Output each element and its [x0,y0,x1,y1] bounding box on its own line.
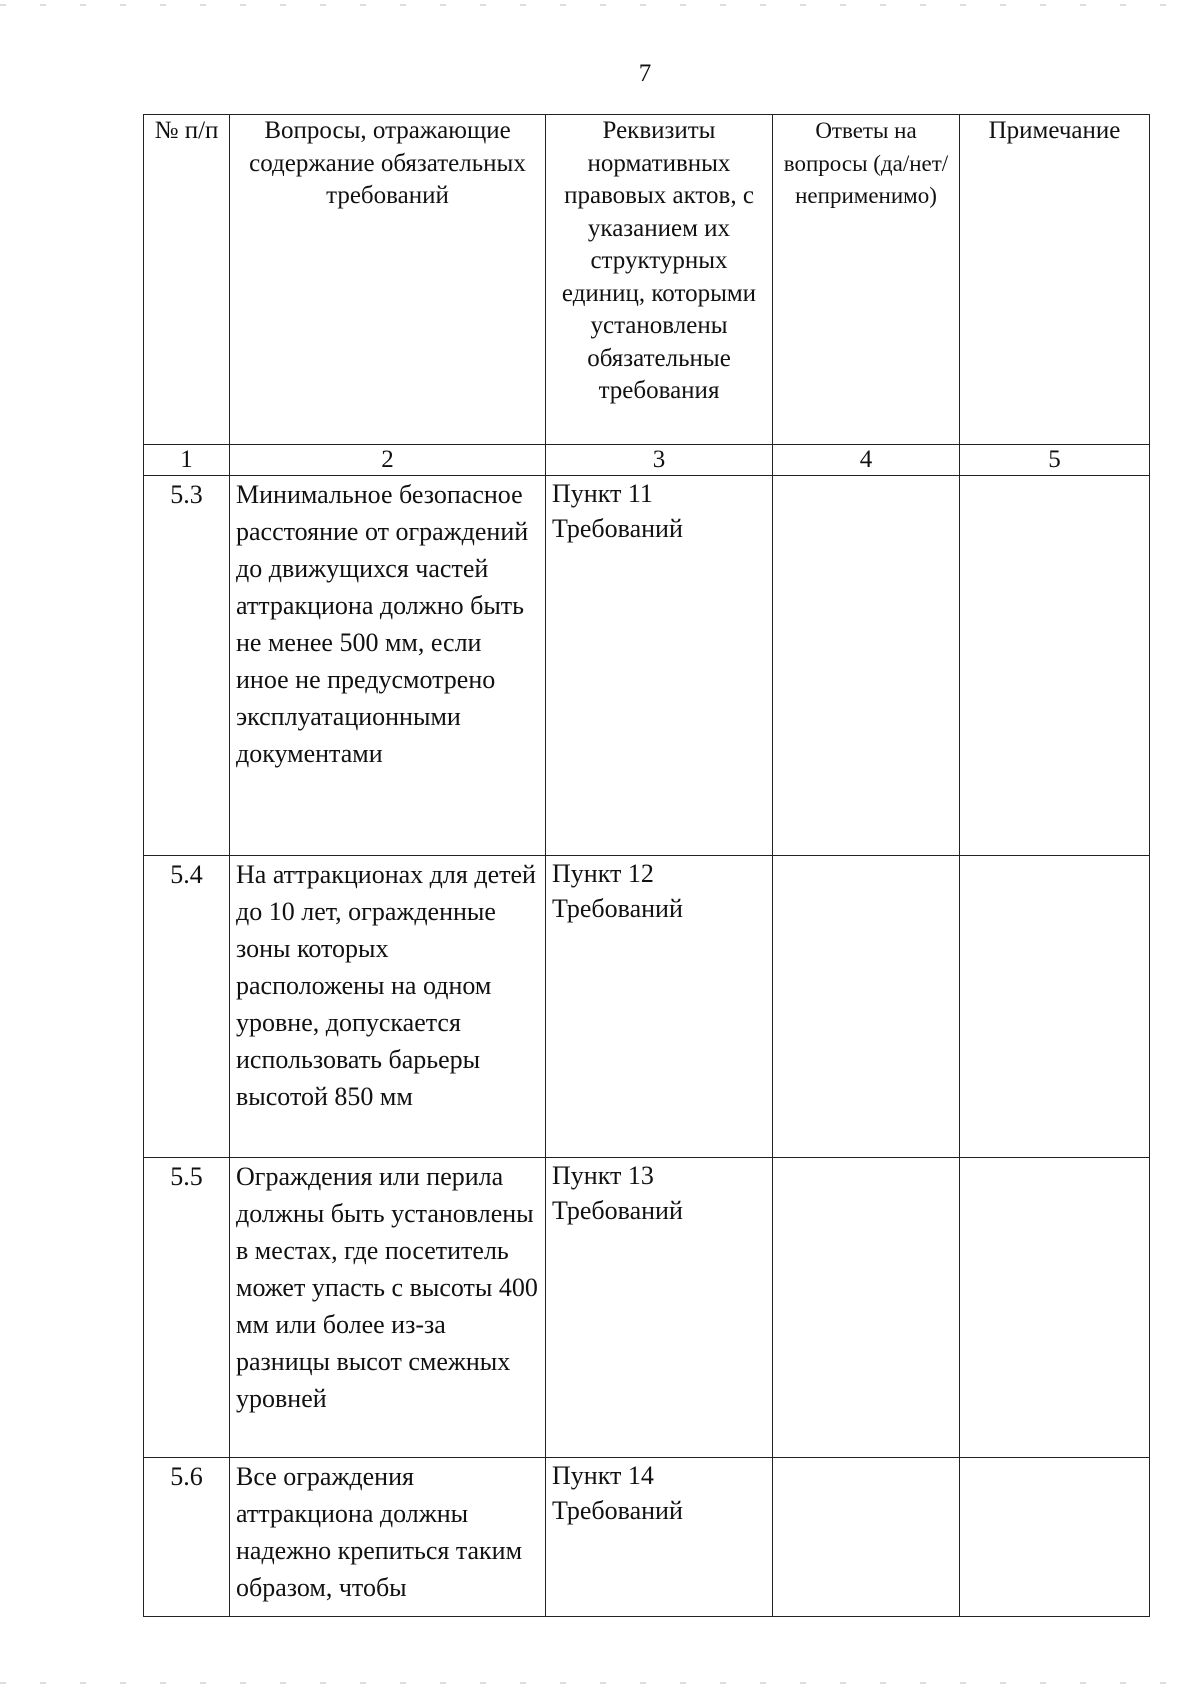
row-reference: Пункт 12 Требований [546,856,773,1158]
row-note [960,1458,1150,1617]
table-header-row [144,115,1150,445]
header-questions: Вопросы, отражающие содержание обязательных требований [230,115,546,445]
row-number: 5.6 [144,1458,230,1617]
row-answer [773,856,960,1158]
row-question: Ограждения или перила должны быть установлены в местах, где посетитель может упасть с высоты 400 мм или более из-за разницы высот смежных уровней [230,1158,546,1458]
header-note: Примечание [960,115,1150,445]
row-note [960,1158,1150,1458]
column-number: 1 [144,445,230,476]
table-row [144,856,1150,1158]
header-answers: Ответы на вопросы (да/нет/ неприменимо) [773,115,960,445]
row-answer [773,1458,960,1617]
row-number: 5.5 [144,1158,230,1458]
row-answer [773,476,960,856]
column-number: 2 [230,445,546,476]
row-note [960,856,1150,1158]
table-row [144,476,1150,856]
row-number: 5.4 [144,856,230,1158]
row-reference: Пункт 13 Требований [546,1158,773,1458]
row-question: На аттракционах для детей до 10 лет, огражденные зоны которых расположены на одном уровне, допускается использовать барьеры высотой 850 мм [230,856,546,1158]
table-row [144,1158,1150,1458]
column-number-row [144,445,1150,476]
row-question: Все ограждения аттракциона должны надежно крепиться таким образом, чтобы [230,1458,546,1617]
row-question: Минимальное безопасное расстояние от ограждений до движущихся частей аттракциона должно быть не менее 500 мм, если иное не предусмотрено эксплуатационными документами [230,476,546,856]
scan-edge-bottom [0,1682,1200,1684]
row-number: 5.3 [144,476,230,856]
table-row [144,1458,1150,1617]
row-answer [773,1158,960,1458]
column-number: 4 [773,445,960,476]
scan-edge-top [0,4,1200,6]
checklist-table [143,114,1150,1617]
page-number: 7 [638,60,652,87]
header-number: № п/п [144,115,230,445]
row-note [960,476,1150,856]
column-number: 3 [546,445,773,476]
row-reference: Пункт 14 Требований [546,1458,773,1617]
column-number: 5 [960,445,1150,476]
header-legal-references: Реквизиты нормативных правовых актов, с указанием их структурных единиц, которыми установлены обязательные требования [546,115,773,445]
row-reference: Пункт 11 Требований [546,476,773,856]
